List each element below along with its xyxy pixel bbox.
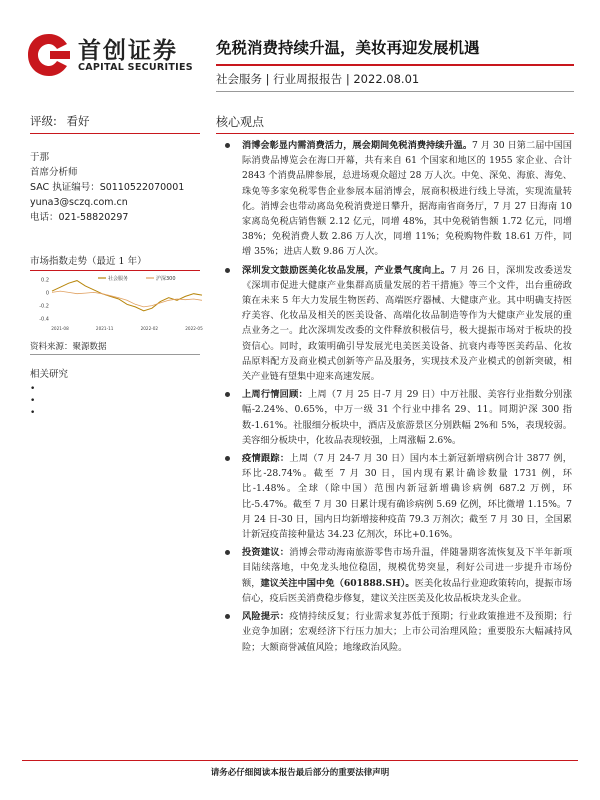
related-research-list: [30, 383, 35, 419]
chart-title: 市场指数走势（最近 1 年）: [30, 256, 147, 267]
company-logo-mark: [24, 30, 74, 80]
y-tick-label: 0: [45, 290, 49, 297]
legal-disclaimer: 请务必仔细阅读本报告最后部分的重要法律声明: [210, 768, 390, 778]
legend-label: 沪深300: [156, 276, 176, 282]
footer-divider: [22, 760, 578, 761]
point-heading: 投资建议：: [242, 547, 290, 559]
point-heading: 消博会彰显内需消费活力，展会期间免税消费持续升温。: [242, 140, 473, 151]
analyst-name: 于那: [30, 152, 50, 163]
point-investment-advice: [216, 545, 572, 606]
point-body: 7 月 30 日第二届中国国际消费品博览会在海口开幕，共有来自 61 个国家和地区的 1955 家企业、合计 2843 个消费品牌参展，总进场观众超过 28 万人次。中免、深免、海旅、海免、珠免等多家免税零售企业参展本届消博会，展商积极进行线上导流，实现流量转化。消博会也带动离岛免税消费逆日攀升，据海南省商务厅，7 月 27 日海南 10 家离岛免税店销售额 2.12 亿元，同增 48%，其中免税销售额 1.72 亿元，同增 38%；免税消费人数 2.86 万人次，同增 11%；免税购物件数 18.61 万件，同增 35%；进店人数 9.86 万人次。: [242, 140, 572, 258]
point-highlight: 建议关注中国中免（601888.SH）。: [260, 577, 415, 589]
point-consumer-expo: [216, 138, 572, 260]
report-title: 免税消费持续升温，美妆再迎发展机遇: [216, 39, 480, 57]
point-heading: 上周行情回顾：: [242, 389, 308, 401]
y-tick-label: -0.4: [39, 316, 49, 323]
bullet-icon: [225, 456, 230, 461]
core-divider: [216, 133, 574, 134]
bullet-icon: [225, 614, 230, 619]
report-subtitle: 社会服务 | 行业周报报告 | 2022.08.01: [216, 72, 420, 86]
x-tick-label: 2022-05: [185, 326, 203, 331]
rating-value: 看好: [66, 114, 90, 128]
point-risk-warning: [216, 609, 572, 655]
point-market-review: [216, 387, 572, 448]
bullet-icon: [225, 550, 230, 555]
point-heading: 深圳发文鼓励医美化妆品发展，产业景气度向上。: [242, 264, 451, 276]
point-body: 7 月 26 日，深圳发改委送发《深圳市促进大健康产业集群高质量发展的若干措施》等三个文件，出台重磅政策在未来 5 年大力发展生物医药、高端医疗器械、大健康产业。其中明确支持医疗美容、化妆品及相关的医美设备、高端化妆品制造等作为大健康产业发展的重点业务之一。此次深圳发改委的文件释放积极信号，极大提振市场对于板块的投资信心。同时，政策明确引导发展光电美医美设备、抗衰内毒等医美药品、化妆品原料配方及商业模式创新等产品及服务，实现技术及产业模式的创新突破，相关产业链有望集中迎来高速发展。: [242, 264, 572, 383]
analyst-title: 首席分析师: [30, 167, 78, 178]
point-heading: 风险提示：: [242, 611, 290, 623]
subtitle-divider: [216, 91, 574, 92]
core-points: [216, 136, 572, 655]
related-item: •: [30, 396, 36, 406]
core-views-title: 核心观点: [216, 115, 265, 129]
analyst-phone: 电话：021-58820297: [30, 212, 129, 223]
series-line-0: [52, 281, 202, 311]
logo-text-en: CAPITAL SECURITIES: [78, 62, 193, 73]
point-body: 疫情持续反复；行业需求复苏低于预期；行业政策推进不及预期；行业竞争加剧；宏观经济下行压力加大；上市公司治理风险；重要股东大幅减持风险；大额商誉减值风险；地缘政治风险。: [242, 611, 573, 653]
related-item: •: [30, 408, 36, 418]
point-epidemic-tracking: [216, 451, 572, 542]
related-research-title: 相关研究: [30, 369, 69, 380]
rating: [30, 113, 200, 129]
chart-source: 资料来源：聚源数据: [30, 342, 107, 352]
y-tick-label: 0.2: [41, 277, 49, 284]
analyst-info: [30, 150, 205, 225]
logo-text-cn: 首创证券: [78, 38, 178, 64]
bullet-icon: [225, 268, 230, 273]
source-divider: [30, 354, 200, 355]
point-body: 消博会带动海南旅游零售市场升温，伴随暑期客流恢复及下半年新项目陆续落地，中免龙头地位稳固，规模优势突显，利好公司进一步提升市场份额，: [242, 547, 573, 589]
point-body: 医美化妆品行业迎政策转向，提振市场信心，疫后医美消费稳步修复，建议关注医美及化妆品板块龙头企业。: [242, 577, 572, 604]
legend-label: 社会服务: [108, 276, 129, 282]
analyst-sac: SAC 执证编号：S0110522070001: [30, 182, 185, 193]
market-index-chart: [30, 272, 205, 332]
point-heading: 疫情跟踪：: [242, 453, 290, 465]
x-tick-label: 2022-02: [140, 326, 159, 331]
rating-label: 评级:: [30, 114, 57, 128]
point-shenzhen-policy: [216, 263, 572, 385]
point-body: 上周（7 月 25 日-7 月 29 日）中万社服、美容行业指数分别涨幅-2.24%、0.65%，中万一级 31 个行业中排名 29、11。同期沪深 300 指数-1.61%。社服细分板块中，酒店及旅游景区分别跌幅 2%和 5%，表现较弱。美容细分板块中，化妆品表现较强，上周涨幅 2.6%。: [242, 389, 573, 446]
y-tick-label: -0.2: [39, 303, 49, 310]
related-item: •: [30, 384, 36, 394]
bullet-icon: [225, 392, 230, 397]
title-divider: [216, 64, 574, 66]
point-body: 上周（7 月 24-7 月 30 日）国内本土新冠新增病例合计 3877 例，环比-28.74%。截至 7 月 30 日，国内现有累计确诊数量 1731 例，环比-1.48%。全球（除中国）范围内新冠新增确诊病例 687.2 万例，环比-5.47%。截至 7 月 30 日累计现有确诊病例 5.69 亿例，环比微增 1.15%。7 月 24 日-30 日，国内日均新增接种疫苗 79.3 万剂次；截至 7 月 30 日，全国累计新冠疫苗接种量达 34.23 亿剂次，环比+0.16%。: [242, 453, 572, 541]
analyst-email: yuna3@sczq.com.cn: [30, 197, 128, 208]
chart-divider: [30, 270, 200, 271]
x-tick-label: 2021-11: [95, 326, 114, 331]
rating-divider: [30, 133, 200, 134]
bullet-icon: [225, 143, 230, 148]
x-tick-label: 2021-08: [51, 326, 69, 331]
